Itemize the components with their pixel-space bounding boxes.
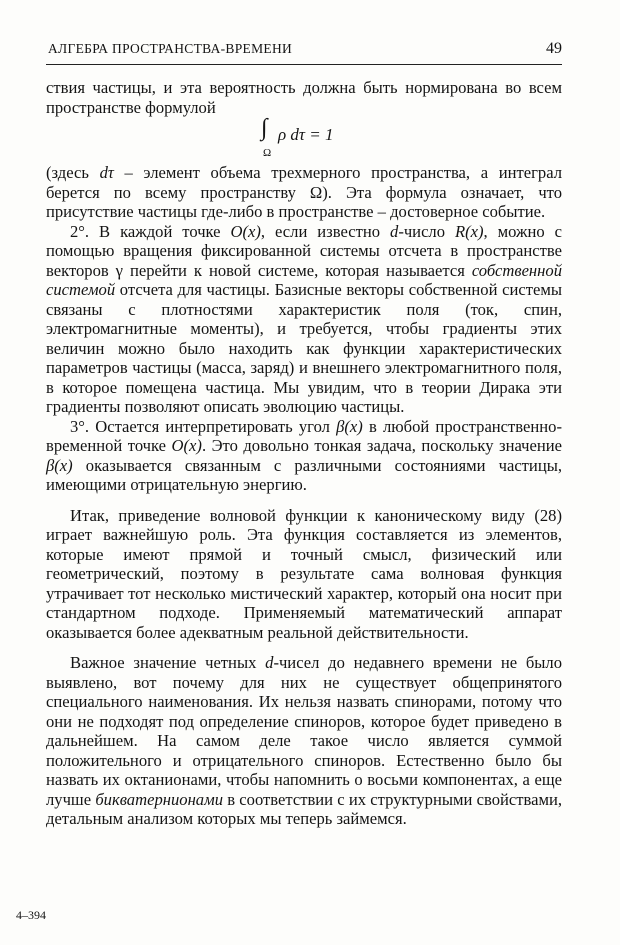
term-biquaternions: бикватернионами (95, 789, 223, 809)
paragraph-even-d-numbers: Важное значение четных d-чисел до недавнего времени не было выявлено, вот почему для них не существует общепринятого специального наименования. Их нельзя назвать спинорами, потому что они не подходят под определение спиноров, которое будет приведено в дальнейшем. На самом деле такое число является суммой положительного и отрицательного спиноров. Естественно было бы назвать их октанионами, чтобы напомнить о восьми компонентах, а еще лучше бикватернионами в соответствии с их структурными свойствами, детальным анализом которых мы теперь займемся. (46, 653, 563, 828)
formula-expression: ρ dτ = 1 (278, 125, 334, 144)
signature-mark: 4–394 (16, 908, 46, 922)
running-header (48, 40, 562, 58)
normalization-formula (46, 117, 562, 163)
paragraph-point-2: 2°. В каждой точке O(x), если известно d-число R(x), можно с помощью вращения фиксированной системы отсчета в пространстве векторов γ перейти к новой системе, которая называется собственной системой отсчета для частицы. Базисные векторы собственной системы связаны с плотностями характеристик поля (ток, спин, электромагнитные моменты), и требуется, чтобы градиенты этих величин можно было находить как функции характеристических параметров частицы (масса, заряд) и внешнего электромагнитного поля, в которое помещена частица. Мы увидим, что в теории Дирака эти градиенты позволяют описать эволюцию частицы. (46, 221, 562, 416)
page-body (46, 78, 562, 829)
integral-sign: ∫ (261, 115, 268, 141)
paragraph-point-3: 3°. Остается интерпретировать угол β(x) в любой пространственно-временной точке O(x). Это довольно тонкая задача, поскольку значение β(x) оказывается связанным с различными состояниями частицы, имеющими отрицательную энергию. (46, 416, 563, 494)
paragraph-continuation: ствия частицы, и эта вероятность должна быть нормирована во всем пространстве формулой (46, 78, 562, 117)
header-rule (46, 64, 562, 65)
term-proper-frame: собственной системой (46, 260, 562, 299)
page-number: 49 (546, 40, 562, 57)
paragraph-explanation: (здесь dτ – элемент объема трехмерного пространства, а интеграл берется по всему пространству Ω). Эта формула означает, что присутствие частицы где-либо в пространстве – достоверное событие. (46, 163, 562, 221)
integral-domain: Ω (263, 147, 272, 159)
paragraph-canonical-form: Итак, приведение волновой функции к каноническому виду (28) играет важнейшую роль. Эта функция составляется из элементов, которые имеют прямой и точный смысл, физический или геометрический, поэтому в результате сама волновая функция утрачивает тот несколько мистический характер, который она носит при стандартном подходе. Применяемый математический аппарат оказывается более адекватным реальной действительности. (46, 505, 562, 642)
running-title: АЛГЕБРА ПРОСТРАНСТВА-ВРЕМЕНИ (48, 41, 293, 56)
